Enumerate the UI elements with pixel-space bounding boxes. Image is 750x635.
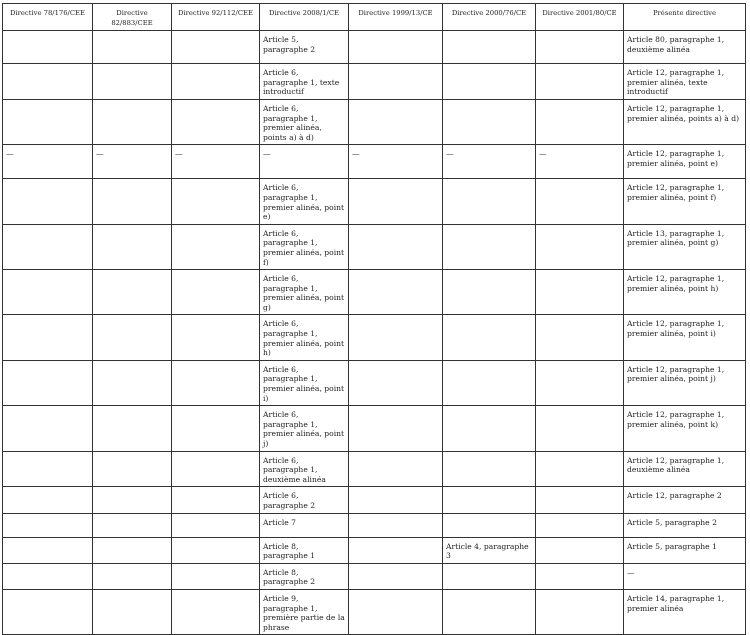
table-cell: Article 6, paragraphe 1, premier alinéa, point h) xyxy=(260,315,349,360)
table-cell: Article 6, paragraphe 1, premier alinéa, points a) à d) xyxy=(260,99,349,144)
table-cell xyxy=(443,315,536,360)
table-cell xyxy=(349,406,443,451)
table-cell xyxy=(3,589,93,634)
table-cell: Article 8, paragraphe 2 xyxy=(260,563,349,589)
table-cell xyxy=(172,406,260,451)
table-cell xyxy=(536,406,624,451)
table-cell xyxy=(172,451,260,487)
table-cell xyxy=(536,537,624,563)
table-cell xyxy=(93,64,172,100)
header-row xyxy=(3,4,746,31)
column-header: Directive 82/883/CEE xyxy=(93,4,172,31)
table-cell xyxy=(93,99,172,144)
table-cell xyxy=(443,270,536,315)
table-cell xyxy=(536,64,624,100)
table-cell: Article 6, paragraphe 2 xyxy=(260,487,349,513)
column-header: Directive 2000/76/CE xyxy=(443,4,536,31)
table-cell xyxy=(3,64,93,100)
column-header: Directive 78/176/CEE xyxy=(3,4,93,31)
table-cell: Article 5, paragraphe 2 xyxy=(260,31,349,64)
table-cell xyxy=(93,315,172,360)
table-row xyxy=(3,145,746,179)
table-cell: Article 12, paragraphe 1, premier alinéa, point i) xyxy=(624,315,746,360)
table-cell xyxy=(536,31,624,64)
table-cell xyxy=(443,64,536,100)
table-cell: Article 6, paragraphe 1, premier alinéa, point j) xyxy=(260,406,349,451)
column-header: Directive 2008/1/CE xyxy=(260,4,349,31)
table-cell: — xyxy=(624,563,746,589)
table-cell xyxy=(443,563,536,589)
table-cell xyxy=(3,224,93,269)
table-cell xyxy=(349,589,443,634)
table-cell xyxy=(3,270,93,315)
column-header: Directive 2001/80/CE xyxy=(536,4,624,31)
table-cell xyxy=(536,179,624,224)
table-cell: Article 6, paragraphe 1, deuxième alinéa xyxy=(260,451,349,487)
table-cell: Article 12, paragraphe 1, premier alinéa, points a) à d) xyxy=(624,99,746,144)
table-cell: Article 12, paragraphe 1, premier alinéa, point j) xyxy=(624,360,746,405)
table-row xyxy=(3,270,746,315)
table-cell xyxy=(349,179,443,224)
table-cell xyxy=(536,589,624,634)
table-cell xyxy=(172,179,260,224)
table-cell: Article 4, paragraphe 3 xyxy=(443,537,536,563)
table-cell xyxy=(536,360,624,405)
table-cell xyxy=(349,99,443,144)
table-cell xyxy=(443,31,536,64)
table-cell xyxy=(349,270,443,315)
table-cell: Article 14, paragraphe 1, premier alinéa xyxy=(624,589,746,634)
table-cell xyxy=(443,179,536,224)
table-cell xyxy=(172,360,260,405)
table-cell xyxy=(172,589,260,634)
table-cell xyxy=(172,487,260,513)
table-cell: Article 12, paragraphe 1, premier alinéa, point e) xyxy=(624,145,746,179)
table-row xyxy=(3,360,746,405)
table-cell: Article 12, paragraphe 1, premier alinéa, point h) xyxy=(624,270,746,315)
table-cell xyxy=(93,563,172,589)
table-cell xyxy=(349,487,443,513)
table-cell xyxy=(93,513,172,537)
table-cell xyxy=(536,563,624,589)
table-cell: Article 9, paragraphe 1, première partie de la phrase xyxy=(260,589,349,634)
table-cell: — xyxy=(93,145,172,179)
column-header: Directive 1999/13/CE xyxy=(349,4,443,31)
table-row xyxy=(3,179,746,224)
table-cell: — xyxy=(260,145,349,179)
table-cell xyxy=(3,31,93,64)
table-cell xyxy=(3,99,93,144)
table-cell xyxy=(172,99,260,144)
table-cell xyxy=(536,99,624,144)
table-cell: Article 6, paragraphe 1, premier alinéa, point f) xyxy=(260,224,349,269)
table-cell xyxy=(172,224,260,269)
table-cell xyxy=(172,270,260,315)
table-cell xyxy=(536,487,624,513)
table-cell: Article 12, paragraphe 1, premier alinéa, point k) xyxy=(624,406,746,451)
table-cell xyxy=(172,31,260,64)
table-cell xyxy=(349,451,443,487)
table-row xyxy=(3,537,746,563)
table-cell: Article 80, paragraphe 1, deuxième alinéa xyxy=(624,31,746,64)
table-cell xyxy=(3,406,93,451)
table-cell xyxy=(172,563,260,589)
table-cell xyxy=(3,487,93,513)
table-cell: Article 5, paragraphe 2 xyxy=(624,513,746,537)
table-cell: Article 6, paragraphe 1, texte introductif xyxy=(260,64,349,100)
table-cell xyxy=(443,406,536,451)
table-cell xyxy=(93,224,172,269)
correlation-table xyxy=(2,3,746,635)
table-cell xyxy=(3,513,93,537)
correlation-table-page xyxy=(2,3,745,635)
table-cell xyxy=(172,315,260,360)
table-body xyxy=(3,31,746,635)
table-cell xyxy=(349,563,443,589)
table-cell: — xyxy=(3,145,93,179)
table-cell xyxy=(3,315,93,360)
table-cell xyxy=(349,315,443,360)
table-row xyxy=(3,31,746,64)
table-cell xyxy=(172,64,260,100)
table-cell: Article 8, paragraphe 1 xyxy=(260,537,349,563)
table-cell xyxy=(3,451,93,487)
table-row xyxy=(3,224,746,269)
table-cell xyxy=(93,589,172,634)
table-cell xyxy=(93,179,172,224)
table-cell: Article 12, paragraphe 1, premier alinéa, texte introductif xyxy=(624,64,746,100)
table-cell: Article 12, paragraphe 1, premier alinéa, point f) xyxy=(624,179,746,224)
table-cell: Article 12, paragraphe 2 xyxy=(624,487,746,513)
table-cell xyxy=(93,360,172,405)
column-header: Directive 92/112/CEE xyxy=(172,4,260,31)
table-cell xyxy=(536,451,624,487)
table-row xyxy=(3,451,746,487)
table-cell xyxy=(93,451,172,487)
table-cell: — xyxy=(536,145,624,179)
table-cell xyxy=(349,64,443,100)
column-header: Présente directive xyxy=(624,4,746,31)
table-cell: Article 7 xyxy=(260,513,349,537)
table-cell xyxy=(443,513,536,537)
table-row xyxy=(3,64,746,100)
table-cell xyxy=(349,513,443,537)
table-cell xyxy=(349,537,443,563)
table-cell xyxy=(349,360,443,405)
table-row xyxy=(3,99,746,144)
table-cell xyxy=(536,315,624,360)
table-cell xyxy=(443,360,536,405)
table-cell: Article 12, paragraphe 1, deuxième alinéa xyxy=(624,451,746,487)
table-row xyxy=(3,563,746,589)
table-row xyxy=(3,406,746,451)
table-cell xyxy=(93,487,172,513)
table-cell xyxy=(443,224,536,269)
table-cell: Article 13, paragraphe 1, premier alinéa, point g) xyxy=(624,224,746,269)
table-cell xyxy=(3,179,93,224)
table-cell xyxy=(93,537,172,563)
table-cell xyxy=(536,224,624,269)
table-cell xyxy=(536,513,624,537)
table-cell xyxy=(536,270,624,315)
table-cell xyxy=(349,31,443,64)
table-cell xyxy=(443,451,536,487)
table-cell: Article 6, paragraphe 1, premier alinéa, point e) xyxy=(260,179,349,224)
table-cell xyxy=(93,270,172,315)
table-cell: — xyxy=(349,145,443,179)
table-cell: Article 5, paragraphe 1 xyxy=(624,537,746,563)
table-cell xyxy=(93,406,172,451)
table-cell xyxy=(172,513,260,537)
table-cell xyxy=(443,589,536,634)
table-row xyxy=(3,513,746,537)
table-cell: Article 6, paragraphe 1, premier alinéa, point g) xyxy=(260,270,349,315)
table-cell xyxy=(172,537,260,563)
table-cell: Article 6, paragraphe 1, premier alinéa, point i) xyxy=(260,360,349,405)
table-row xyxy=(3,487,746,513)
table-cell xyxy=(443,99,536,144)
table-row xyxy=(3,589,746,634)
table-cell xyxy=(349,224,443,269)
table-cell: — xyxy=(443,145,536,179)
table-cell xyxy=(3,360,93,405)
table-cell xyxy=(93,31,172,64)
table-row xyxy=(3,315,746,360)
table-cell xyxy=(443,487,536,513)
table-cell xyxy=(3,537,93,563)
table-cell xyxy=(3,563,93,589)
table-cell: — xyxy=(172,145,260,179)
